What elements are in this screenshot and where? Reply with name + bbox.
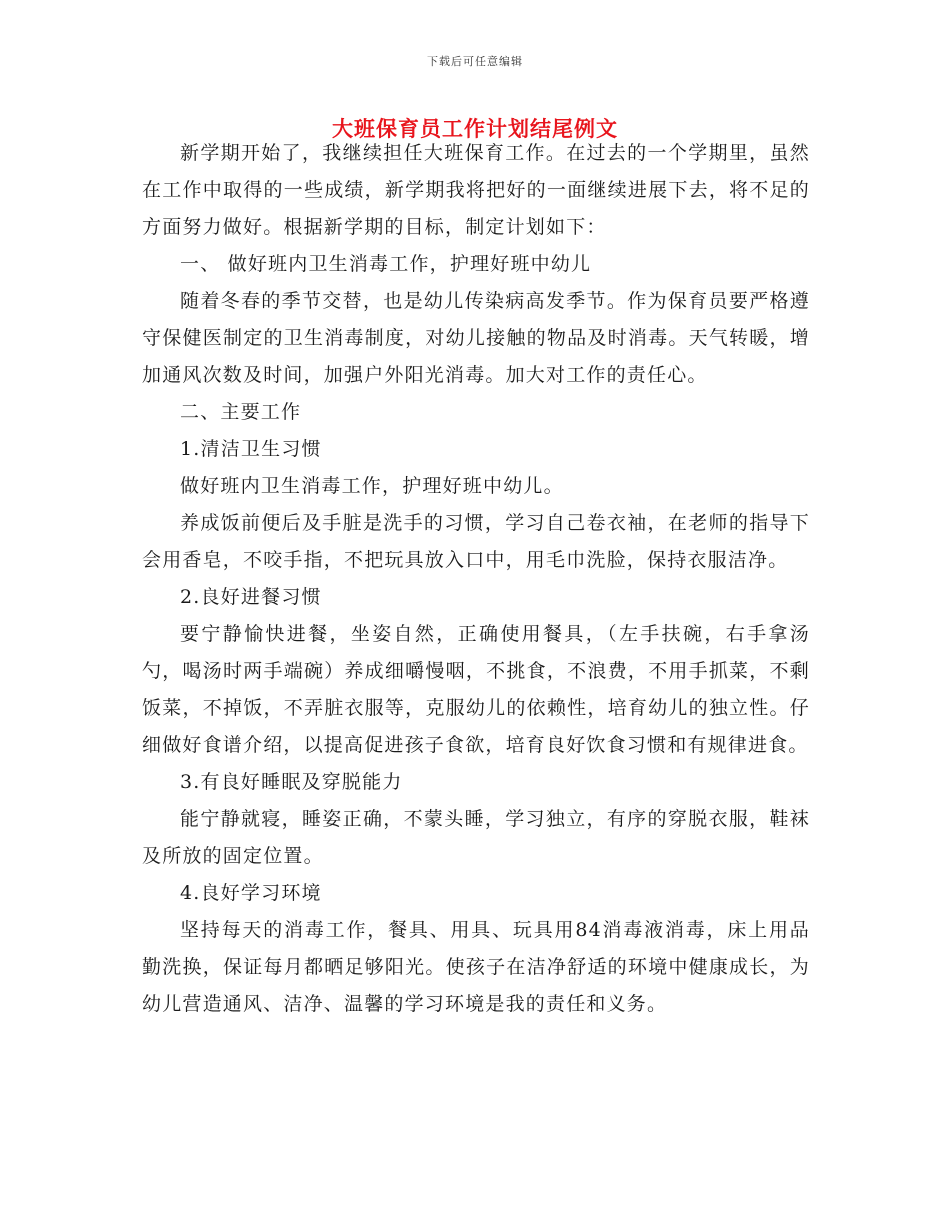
environment-paragraph: 坚持每天的消毒工作，餐具、用具、玩具用84消毒液消毒，床上用品勤洗换，保证每月都晒足够阳光。使孩子在洁净舒适的环境中健康成长，为幼儿营造通风、洁净、温馨的学习环境是我的责任和义务。 (142, 919, 810, 1015)
section-heading-2: 二、主要工作 (180, 401, 302, 423)
hygiene-paragraph-1: 做好班内卫生消毒工作，护理好班中幼儿。 (180, 475, 564, 497)
intro-paragraph: 新学期开始了，我继续担任大班保育工作。在过去的一个学期里，虽然在工作中取得的一些成绩，新学期我将把好的一面继续进展下去，将不足的方面努力做好。根据新学期的目标，制定计划如下： (142, 142, 810, 238)
section-heading-1: 一、 做好班内卫生消毒工作，护理好班中幼儿 (180, 253, 592, 275)
eating-paragraph: 要宁静愉快进餐，坐姿自然，正确使用餐具，（左手扶碗，右手拿汤勺，喝汤时两手端碗）养成细嚼慢咽，不挑食，不浪费，不用手抓菜，不剩饭菜，不掉饭，不弄脏衣服等，克服幼儿的依赖性，培育幼儿的独立性。仔细做好食谱介绍，以提高促进孩子食欲，培育良好饮食习惯和有规律进食。 (142, 623, 810, 756)
subheading-environment: 4.良好学习环境 (180, 882, 322, 904)
subheading-sleep: 3.有良好睡眠及穿脱能力 (180, 771, 403, 793)
document-body (142, 135, 810, 1023)
document-title: 大班保育员工作计划结尾例文 (332, 116, 618, 141)
section-1-paragraph: 随着冬春的季节交替，也是幼儿传染病高发季节。作为保育员要严格遵守保健医制定的卫生消毒制度，对幼儿接触的物品及时消毒。天气转暖，增加通风次数及时间，加强户外阳光消毒。加大对工作的责任心。 (142, 290, 810, 386)
hygiene-paragraph-2: 养成饭前便后及手脏是洗手的习惯，学习自己卷衣袖，在老师的指导下会用香皂，不咬手指，不把玩具放入口中，用毛巾洗脸，保持衣服洁净。 (142, 512, 810, 571)
header-note: 下载后可任意编辑 (427, 55, 523, 68)
sleep-paragraph: 能宁静就寝，睡姿正确，不蒙头睡，学习独立，有序的穿脱衣服，鞋袜及所放的固定位置。 (142, 808, 810, 867)
subheading-hygiene: 1.清洁卫生习惯 (180, 438, 322, 460)
subheading-eating: 2.良好进餐习惯 (180, 586, 322, 608)
